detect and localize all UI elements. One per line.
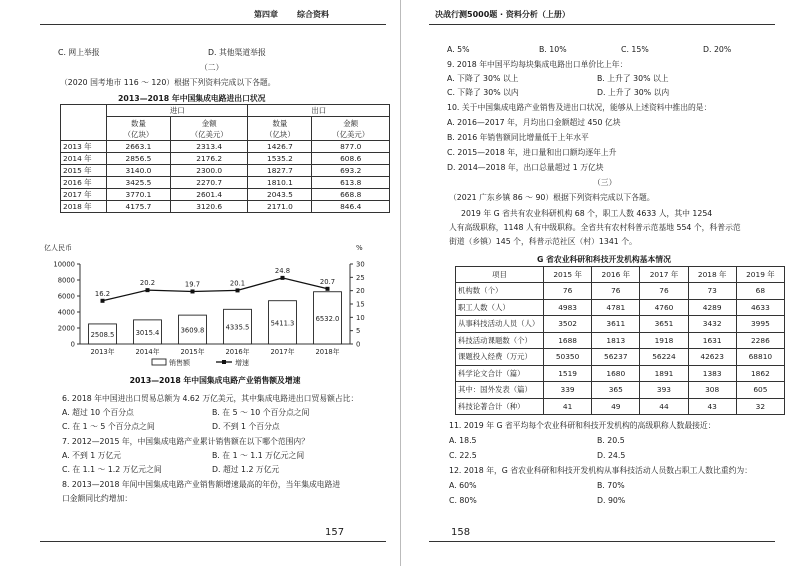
g-table-row [456, 283, 785, 300]
sales-bar-label: 2508.5 [90, 330, 115, 339]
ic-import-amt: 2176.2 [170, 153, 248, 165]
g-col-year: 2017 年 [640, 267, 688, 283]
sales-bar-label: 4335.5 [225, 323, 250, 332]
ic-import-qty: 3770.1 [107, 189, 171, 201]
q6-option-c: C. 在 1 ～ 5 个百分点之间 [62, 422, 155, 431]
q8-option-a: A. 5% [447, 45, 470, 54]
g-cell-value: 3611 [592, 316, 640, 333]
q11-option-c: C. 22.5 [449, 451, 477, 460]
g-col-year: 2018 年 [688, 267, 736, 283]
q11-option-a: A. 18.5 [449, 436, 477, 445]
growth-label: 19.7 [184, 280, 201, 289]
g-cell-value: 1918 [640, 332, 688, 349]
g-col-year: 2015 年 [544, 267, 592, 283]
sales-bar-label: 6532.0 [315, 314, 340, 323]
ic-export-amt: 613.8 [312, 177, 390, 189]
ic-table-row [61, 189, 390, 201]
q5-option-d: D. 其他渠道举报 [208, 48, 266, 57]
g-col-item: 项目 [456, 267, 544, 283]
y-tick-label-left: 6000 [57, 292, 75, 301]
g-cell-value: 73 [688, 283, 736, 300]
ic-import-header: 进口 [107, 105, 248, 117]
ic-export-qty: 1810.1 [248, 177, 312, 189]
g-cell-value: 4760 [640, 299, 688, 316]
ic-export-amt: 608.6 [312, 153, 390, 165]
growth-label: 24.8 [274, 266, 291, 275]
g-cell-value: 41 [544, 398, 592, 415]
ic-table-row [61, 177, 390, 189]
q12-option-b: B. 70% [597, 481, 625, 490]
y-tick-label-left: 2000 [57, 324, 75, 333]
g-cell-value: 339 [544, 382, 592, 399]
right-page [400, 0, 800, 566]
section-3-intro: （2021 广东乡镇 86 ～ 90）根据下列资料完成以下各题。 [449, 193, 655, 202]
g-row-label: 科学论文合计（篇） [456, 365, 544, 382]
q9-option-b: B. 上升了 30% 以上 [597, 74, 669, 83]
g-cell-value: 4781 [592, 299, 640, 316]
y-tick-label-left: 10000 [53, 260, 75, 269]
g-table-row [456, 382, 785, 399]
ic-row-year: 2014 年 [61, 153, 107, 165]
ic-row-year: 2015 年 [61, 165, 107, 177]
q12-stem: 12. 2018 年，G 省农业科研和科技开发机构从事科技活动人员数占职工人数比重约为： [449, 466, 753, 475]
q7-option-a: A. 不到 1 万亿元 [62, 451, 122, 460]
ic-import-amt: 2601.4 [170, 189, 248, 201]
g-row-label: 课题投入经费（万元） [456, 349, 544, 366]
g-row-label: 从事科技活动人员（人） [456, 316, 544, 333]
y-axis-label-left: 亿人民币 [44, 244, 72, 252]
g-row-label: 机构数（个） [456, 283, 544, 300]
section-3-heading: （三） [593, 178, 617, 187]
y-tick-label-right: 25 [356, 273, 365, 282]
q8-option-b: B. 10% [539, 45, 567, 54]
g-col-year: 2016 年 [592, 267, 640, 283]
g-cell-value: 3651 [640, 316, 688, 333]
ic-row-year: 2017 年 [61, 189, 107, 201]
g-row-label: 职工人数（人） [456, 299, 544, 316]
y-tick-label-left: 8000 [57, 276, 75, 285]
g-cell-value: 2286 [736, 332, 784, 349]
g-cell-value: 68 [736, 283, 784, 300]
ic-import-amt: 3120.6 [170, 201, 248, 213]
q7-stem: 7. 2012—2015 年，中国集成电路产业累计销售额在以下哪个范围内？ [62, 437, 310, 446]
g-cell-value: 1891 [640, 365, 688, 382]
ic-table-row [61, 141, 390, 153]
g-cell-value: 3995 [736, 316, 784, 333]
header-book-title: 决战行测5000题 · 资料分析（上册） [435, 10, 570, 19]
ic-export-amt: 693.2 [312, 165, 390, 177]
y-tick-label-right: 15 [356, 300, 365, 309]
section-2-intro: （2020 国考地市 116 ～ 120）根据下列资料完成以下各题。 [60, 78, 276, 87]
page-number-left: 157 [325, 527, 345, 538]
q7-option-b: B. 在 1 ～ 1.1 万亿元之间 [212, 451, 305, 460]
g-cell-value: 49 [592, 398, 640, 415]
y-tick-label-right: 30 [356, 260, 365, 269]
q5-option-c: C. 网上举报 [58, 48, 100, 57]
g-cell-value: 50350 [544, 349, 592, 366]
ic-export-amt: 668.8 [312, 189, 390, 201]
q6-option-a: A. 超过 10 个百分点 [62, 408, 134, 417]
ic-col-import-amt: 金额 （亿美元） [170, 117, 248, 141]
g-table-row [456, 299, 785, 316]
g-cell-value: 1631 [688, 332, 736, 349]
g-cell-value: 76 [592, 283, 640, 300]
ic-export-amt: 877.0 [312, 141, 390, 153]
ic-table-row [61, 165, 390, 177]
legend-line-label: 增速 [235, 359, 249, 367]
q10-stem: 10. 关于中国集成电路产业销售及进出口状况，能够从上述资料中推出的是： [447, 103, 712, 112]
growth-point [101, 299, 105, 303]
ic-trade-table [60, 104, 390, 213]
x-tick-label: 2018年 [315, 348, 340, 356]
ic-row-year: 2013 年 [61, 141, 107, 153]
g-cell-value: 56224 [640, 349, 688, 366]
ic-row-year: 2016 年 [61, 177, 107, 189]
ic-table-row [61, 153, 390, 165]
section-2-heading: （二） [200, 63, 224, 72]
x-tick-label: 2014年 [135, 348, 160, 356]
growth-point [236, 288, 240, 292]
g-cell-value: 4983 [544, 299, 592, 316]
q9-stem: 9. 2018 年中国平均每块集成电路出口单价比上年： [447, 60, 628, 69]
legend-bar-swatch [152, 359, 166, 365]
q9-option-a: A. 下降了 30% 以上 [447, 74, 519, 83]
footer-rule [40, 541, 386, 542]
ic-row-year: 2018 年 [61, 201, 107, 213]
ic-table-corner [61, 105, 107, 141]
y-tick-label-right: 20 [356, 287, 365, 296]
growth-point [191, 289, 195, 293]
y-tick-label-left: 4000 [57, 308, 75, 317]
ic-export-qty: 2171.0 [248, 201, 312, 213]
ic-import-amt: 2300.0 [170, 165, 248, 177]
sales-growth-chart [40, 240, 390, 390]
g-cell-value: 42623 [688, 349, 736, 366]
q9-option-c: C. 下降了 30% 以内 [447, 88, 519, 97]
g-cell-value: 1688 [544, 332, 592, 349]
ic-export-amt: 846.4 [312, 201, 390, 213]
ic-import-qty: 2856.5 [107, 153, 171, 165]
g-table-header-row [456, 267, 785, 283]
g-table-row [456, 349, 785, 366]
q8-option-c: C. 15% [621, 45, 649, 54]
g-cell-value: 1680 [592, 365, 640, 382]
para-line3: 街道（乡镇）145 个，科普示范社区（村）1341 个。 [449, 237, 637, 246]
g-row-label: 其中：国外发表（篇） [456, 382, 544, 399]
g-cell-value: 605 [736, 382, 784, 399]
g-cell-value: 43 [688, 398, 736, 415]
q10-option-b: B. 2016 年销售额同比增量低于上年水平 [447, 133, 589, 142]
ic-col-export-amt: 金额 （亿美元） [312, 117, 390, 141]
y-axis-label-right: % [356, 244, 363, 252]
ic-export-header: 出口 [248, 105, 390, 117]
q11-stem: 11. 2019 年 G 省平均每个农业科研和科技开发机构的高级职称人数最接近： [449, 421, 716, 430]
growth-label: 20.7 [319, 277, 336, 286]
g-cell-value: 44 [640, 398, 688, 415]
g-cell-value: 4633 [736, 299, 784, 316]
ic-import-qty: 4175.7 [107, 201, 171, 213]
q6-option-b: B. 在 5 ～ 10 个百分点之间 [212, 408, 310, 417]
g-cell-value: 4289 [688, 299, 736, 316]
ic-import-amt: 2270.7 [170, 177, 248, 189]
g-cell-value: 393 [640, 382, 688, 399]
g-cell-value: 365 [592, 382, 640, 399]
sales-bar-label: 3609.8 [180, 326, 205, 335]
q6-stem: 6. 2018 年中国进出口贸易总额为 4.62 万亿美元，其中集成电路进出口贸易额占比： [62, 394, 359, 403]
q12-option-a: A. 60% [449, 481, 477, 490]
q8-option-d: D. 20% [703, 45, 732, 54]
q8-stem-line2: 口金额同比约增加： [62, 494, 133, 503]
header-chapter: 第四章 [254, 10, 278, 19]
growth-label: 16.2 [94, 289, 111, 298]
ic-import-qty: 3140.0 [107, 165, 171, 177]
y-tick-label-left: 0 [70, 340, 75, 349]
growth-point [326, 287, 330, 291]
footer-rule [429, 541, 775, 542]
chart-title: 2013—2018 年中国集成电路产业销售额及增速 [129, 376, 301, 385]
q10-option-a: A. 2016—2017 年，月均出口金额超过 450 亿块 [447, 118, 621, 127]
g-cell-value: 56237 [592, 349, 640, 366]
ic-import-qty: 3425.5 [107, 177, 171, 189]
g-cell-value: 32 [736, 398, 784, 415]
q7-option-d: D. 超过 1.2 万亿元 [212, 465, 280, 474]
g-cell-value: 1519 [544, 365, 592, 382]
g-table-row [456, 365, 785, 382]
para-line2: 人有高级职称，1148 人有中级职称。全省共有农村科普示范基地 554 个，科普示范 [449, 223, 741, 232]
ic-export-qty: 2043.5 [248, 189, 312, 201]
growth-label: 20.1 [229, 279, 246, 288]
x-tick-label: 2017年 [270, 348, 295, 356]
sales-bar-label: 3015.4 [135, 328, 160, 337]
ic-export-qty: 1426.7 [248, 141, 312, 153]
g-cell-value: 3502 [544, 316, 592, 333]
x-tick-label: 2015年 [180, 348, 205, 356]
growth-line [103, 278, 328, 301]
g-table-row [456, 332, 785, 349]
g-cell-value: 1813 [592, 332, 640, 349]
g-cell-value: 3432 [688, 316, 736, 333]
q10-option-d: D. 2014—2018 年，出口总量超过 1 万亿块 [447, 163, 604, 172]
x-tick-label: 2016年 [225, 348, 250, 356]
g-table-row [456, 398, 785, 415]
ic-export-qty: 1827.7 [248, 165, 312, 177]
legend-line-marker [222, 360, 226, 364]
g-row-label: 科技活动课题数（个） [456, 332, 544, 349]
sales-bar-label: 5411.3 [270, 319, 295, 328]
ic-export-qty: 1535.2 [248, 153, 312, 165]
header-title: 综合资料 [297, 10, 329, 19]
x-tick-label: 2013年 [90, 348, 115, 356]
q6-option-d: D. 不到 1 个百分点 [212, 422, 280, 431]
q12-option-c: C. 80% [449, 496, 477, 505]
q11-option-d: D. 24.5 [597, 451, 626, 460]
growth-label: 20.2 [139, 279, 156, 288]
g-table-row [456, 316, 785, 333]
g-cell-value: 308 [688, 382, 736, 399]
ic-col-import-qty: 数量 （亿块） [107, 117, 171, 141]
y-tick-label-right: 5 [356, 327, 361, 336]
g-cell-value: 76 [640, 283, 688, 300]
ic-table-title: 2013—2018 年中国集成电路进出口状况 [118, 94, 266, 103]
growth-point [281, 276, 285, 280]
growth-point [146, 288, 150, 292]
ic-import-amt: 2313.4 [170, 141, 248, 153]
para-line1: 2019 年 G 省共有农业科研机构 68 个，职工人数 4633 人，其中 1254 [461, 209, 713, 218]
page-number-right: 158 [451, 527, 471, 538]
header-rule [429, 24, 775, 25]
g-agri-table [455, 266, 785, 415]
y-tick-label-right: 0 [356, 340, 361, 349]
ic-import-qty: 2663.1 [107, 141, 171, 153]
q12-option-d: D. 90% [597, 496, 626, 505]
g-cell-value: 68810 [736, 349, 784, 366]
header-rule [40, 24, 386, 25]
g-table-title: G 省农业科研和科技开发机构基本情况 [537, 255, 671, 264]
q8-stem-line1: 8. 2013—2018 年间中国集成电路产业销售额增速最高的年份，当年集成电路进 [62, 480, 341, 489]
g-col-year: 2019 年 [736, 267, 784, 283]
q11-option-b: B. 20.5 [597, 436, 625, 445]
q10-option-c: C. 2015—2018 年，进口量和出口额均逐年上升 [447, 148, 617, 157]
q9-option-d: D. 上升了 30% 以内 [597, 88, 670, 97]
g-cell-value: 76 [544, 283, 592, 300]
ic-table-row [61, 201, 390, 213]
ic-col-export-qty: 数量 （亿块） [248, 117, 312, 141]
g-row-label: 科技论著合计（种） [456, 398, 544, 415]
g-cell-value: 1383 [688, 365, 736, 382]
legend-bar-label: 销售额 [169, 359, 190, 367]
q7-option-c: C. 在 1.1 ～ 1.2 万亿元之间 [62, 465, 162, 474]
g-cell-value: 1862 [736, 365, 784, 382]
y-tick-label-right: 10 [356, 313, 365, 322]
